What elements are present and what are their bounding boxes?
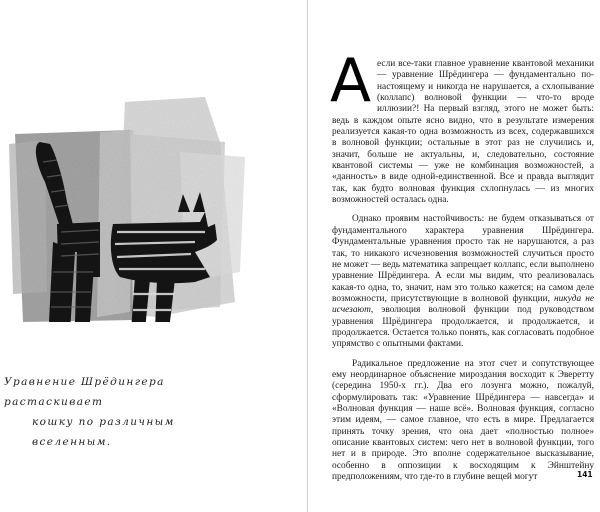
handwritten-caption bbox=[4, 372, 244, 452]
paragraph-2-text-a: Однако проявим настойчивость: не будем отказываться от фундаментального характера уравнения Шрёдингера. Фундаментальные уравнения просто так не нарушаются, а раз так, то никакого исчезновения возможностей случиться просто не может — ведь математика запрещает коллапс, если выполнено уравнение Шрёдингера. А если мы видим, что реализовалась какая-то одна, то, значит, нам это только кажется; на самом деле возможности, присутствующие в волновой функции, bbox=[332, 214, 594, 304]
paragraph-2-text-b: , эволюция волновой функции под руководством уравнения Шрёдингера продолжается, и продолжается, и продолжается. Остается только понять, как согласовать подобное упрямство с опытными фактами. bbox=[332, 305, 594, 350]
paragraph-3 bbox=[332, 359, 594, 484]
page-number: 141 bbox=[577, 470, 593, 479]
paragraph-2-emphasis: никуда не исчезают bbox=[332, 293, 594, 316]
caption-line-2: кошку по различным вселенным. bbox=[32, 416, 175, 448]
cat-illustration bbox=[5, 72, 245, 322]
striped-cat-image bbox=[5, 72, 245, 322]
paragraph-1 bbox=[330, 46, 594, 206]
paragraph-2 bbox=[332, 214, 594, 350]
paragraph-3-text: Радикальное предложение на этот счет и сопутствующее ему неординарное объяснение мироздания восходит к Эверетту (середина 1950-х гг.). Два его лозунга можно, пожалуй, сформулировать так: «Уравнение Шрёдингера — навсегда» и «Волновая функция — наше всё». Волновая функция, согласно этим идеям, — самое главное, что есть в мире. Предлагается принять точку зрения, что она дает «полностью полное» описание квантовых систем: чего нет в волновой функции, того нет и в природе. Это вполне содержательное высказывание, особенно в оппозиции к восходящим к Эйнштейну предположениям, что где-то в глубине вещей могут bbox=[332, 358, 594, 483]
body-text bbox=[330, 46, 594, 483]
drop-cap: А bbox=[330, 46, 372, 116]
paragraph-1-text: если все-таки главное уравнение квантовой механики — уравнение Шрёдингера — фундаментально по-настоящему и никогда не нарушается, а схлопывание (коллапс) волновой функции — что-то вроде иллюзии?! На первый взгляд, этого не может быть: ведь в каждом опыте ясно видно, что в результате измерения реализуется какая-то одна возможность из всех, содержавшихся в волновой функции; остальные в этот раз не случились и, значит, больше не актуальны, и, следовательно, состояние квантовой системы — уже не комбинация возможностей, а «данность» в виде одной-единственной. Все и правда выглядит так, как будто волновая функция схлопнулась — из многих возможностей осталась одна. bbox=[332, 59, 594, 206]
caption-line-1: Уравнение Шрёдингера растаскивает bbox=[4, 376, 165, 408]
